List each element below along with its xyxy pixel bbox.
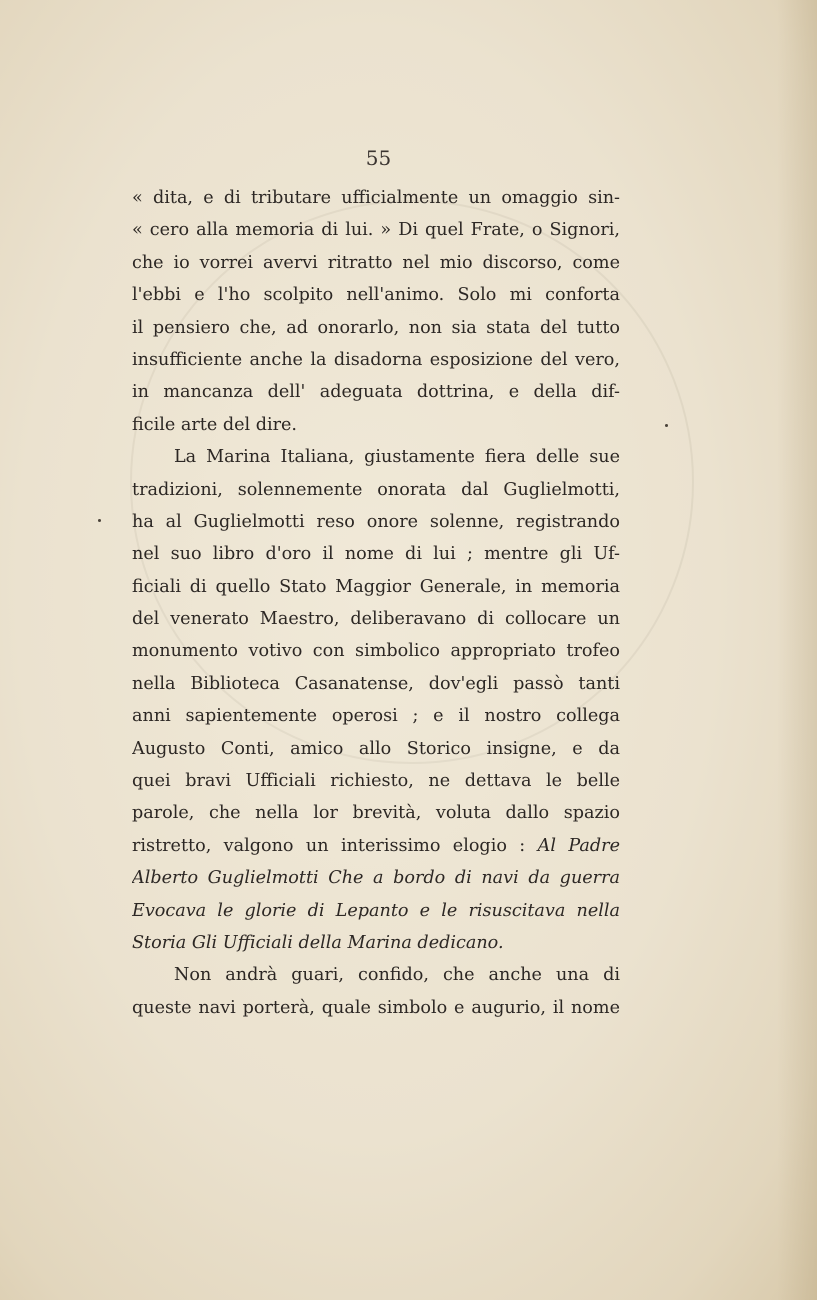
text-line: insufficiente anche la disadorna esposizione del vero, [132, 349, 620, 370]
inscription-italic-text: Al Padre [537, 835, 620, 856]
page-number: 55 [365, 146, 392, 170]
text-line: ficiali di quello Stato Maggior Generale, in memoria [132, 576, 620, 597]
ink-speck [665, 424, 668, 427]
text-line: monumento votivo con simbolico appropriato trofeo [132, 641, 620, 662]
text-line: del venerato Maestro, deliberavano di collocare un [132, 609, 620, 630]
paragraph-first-line: Non andrà guari, confido, che anche una di [174, 965, 620, 986]
paragraph-end-line: ficile arte del dire. [132, 414, 298, 435]
text-line: queste navi porterà, quale simbolo e augurio, il nome [132, 997, 620, 1018]
body-text [132, 182, 620, 1024]
inscription-line: Evocava le glorie di Lepanto e le risuscitava nella [132, 900, 620, 921]
ink-speck [98, 519, 101, 522]
inscription-end-line: Storia Gli Ufficiali della Marina dedicano. [132, 932, 504, 953]
page-edge-shading [777, 0, 817, 1300]
paragraph-first-line: La Marina Italiana, giustamente fiera delle sue [174, 447, 620, 468]
text-line: l'ebbi e l'ho scolpito nell'animo. Solo mi conforta [132, 285, 620, 306]
text-line: nel suo libro d'oro il nome di lui ; mentre gli Uf- [132, 544, 620, 565]
text-line: quei bravi Ufficiali richiesto, ne dettava le belle [132, 771, 620, 792]
text-line: che io vorrei avervi ritratto nel mio discorso, come [132, 252, 620, 273]
text-line: in mancanza dell' adeguata dottrina, e della dif- [132, 382, 620, 403]
text-line: « cero alla memoria di lui. » Di quel Frate, o Signori, [132, 220, 620, 241]
text-line: anni sapientemente operosi ; e il nostro collega [132, 706, 620, 727]
text-line: ha al Guglielmotti reso onore solenne, registrando [132, 511, 620, 532]
text-line: nella Biblioteca Casanatense, dov'egli passò tanti [132, 673, 620, 694]
inscription-line: Alberto Guglielmotti Che a bordo di navi da guerra [132, 868, 620, 889]
text-line: parole, che nella lor brevità, voluta dallo spazio [132, 803, 620, 824]
text-line: tradizioni, solennemente onorata dal Guglielmotti, [132, 479, 620, 500]
text-line: il pensiero che, ad onorarlo, non sia stata del tutto [132, 317, 620, 338]
text-line: « dita, e di tributare ufficialmente un omaggio sin- [132, 188, 620, 208]
text-line: ristretto, valgono un interissimo elogio : Al Padre [132, 835, 620, 856]
text-line: Augusto Conti, amico allo Storico insigne, e da [132, 738, 620, 759]
